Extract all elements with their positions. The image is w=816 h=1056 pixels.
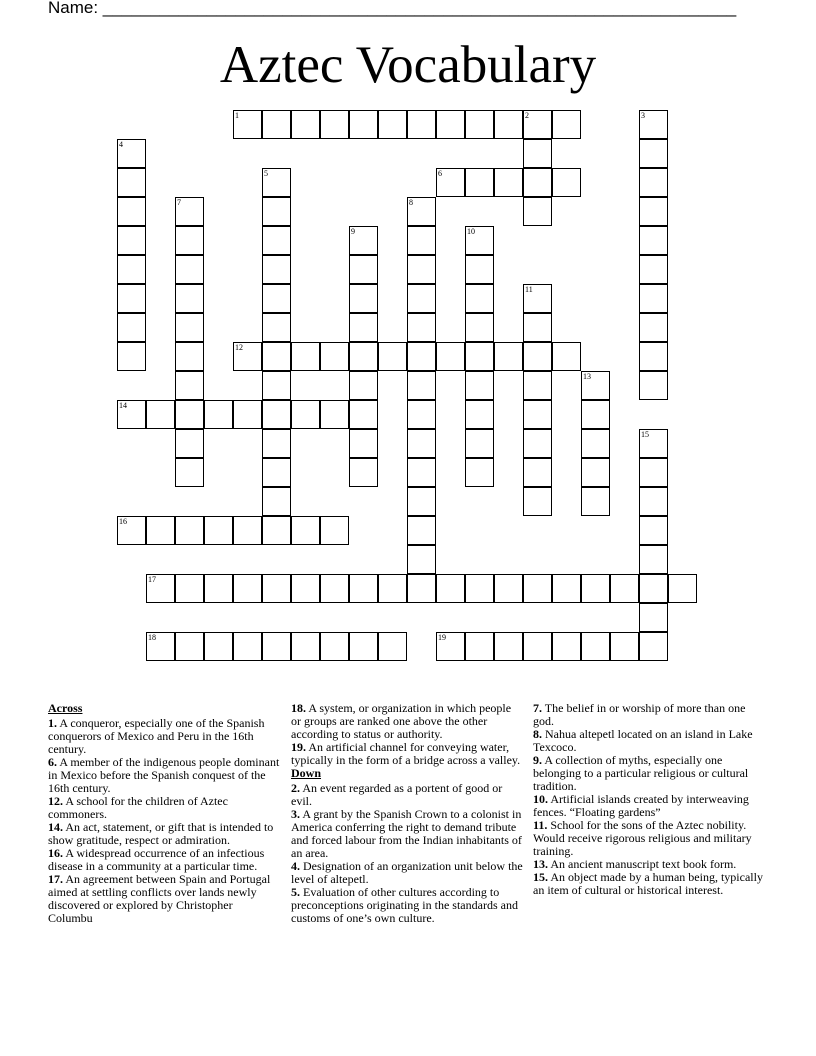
grid-cell[interactable] [233, 400, 262, 429]
grid-cell[interactable] [204, 516, 233, 545]
grid-cell[interactable] [320, 632, 349, 661]
grid-cell[interactable] [146, 516, 175, 545]
grid-cell[interactable] [262, 342, 291, 371]
grid-cell[interactable] [175, 255, 204, 284]
grid-cell[interactable] [494, 342, 523, 371]
clue-down-7: 7. The belief in or worship of more than one god. [533, 701, 746, 728]
grid-cell[interactable] [291, 632, 320, 661]
grid-cell[interactable] [233, 632, 262, 661]
grid-cell[interactable] [639, 255, 668, 284]
grid-cell[interactable] [407, 516, 436, 545]
grid-cell[interactable] [262, 574, 291, 603]
clue-number: 17 [148, 575, 156, 584]
grid-cell[interactable] [175, 458, 204, 487]
grid-cell[interactable] [639, 313, 668, 342]
grid-cell[interactable] [349, 429, 378, 458]
page-title: Aztec Vocabulary [219, 36, 597, 94]
clue-across-6: 6. A member of the indigenous people dominant in Mexico before the Spanish conquest of the 16th century. [48, 755, 280, 795]
grid-cell[interactable] [465, 371, 494, 400]
grid-cell[interactable] [407, 545, 436, 574]
grid-cell[interactable] [552, 574, 581, 603]
grid-cell[interactable] [523, 342, 552, 371]
grid-cell[interactable] [320, 110, 349, 139]
clue-number: 9 [351, 227, 355, 236]
grid-cell[interactable] [523, 313, 552, 342]
grid-cell[interactable] [581, 574, 610, 603]
grid-cell[interactable] [639, 516, 668, 545]
grid-cell[interactable] [523, 487, 552, 516]
grid-cell[interactable] [378, 342, 407, 371]
grid-cell[interactable] [639, 342, 668, 371]
grid-cell[interactable] [378, 632, 407, 661]
clue-column-2 [291, 702, 523, 925]
grid-cell[interactable] [378, 110, 407, 139]
grid-cell[interactable] [349, 284, 378, 313]
grid-cell[interactable] [523, 400, 552, 429]
grid-cell[interactable] [436, 574, 465, 603]
grid-cell[interactable] [523, 139, 552, 168]
clue-number: 8 [409, 198, 413, 207]
grid-cell[interactable] [175, 371, 204, 400]
grid-cell[interactable] [262, 197, 291, 226]
down-heading: Down [291, 766, 322, 780]
grid-cell[interactable] [523, 197, 552, 226]
clue-down-4: 4. Designation of an organization unit below the level of altepetl. [291, 859, 523, 886]
grid-cell[interactable] [581, 458, 610, 487]
clue-number: 13 [583, 372, 591, 381]
grid-cell[interactable] [465, 284, 494, 313]
grid-cell[interactable] [349, 313, 378, 342]
clue-column-3 [533, 702, 765, 897]
grid-cell[interactable] [407, 313, 436, 342]
clue-number: 3 [641, 111, 645, 120]
grid-cell[interactable] [175, 429, 204, 458]
grid-cell[interactable] [204, 574, 233, 603]
grid-cell[interactable] [523, 371, 552, 400]
grid-cell[interactable] [465, 574, 494, 603]
grid-cell[interactable] [262, 400, 291, 429]
clue-number: 18 [148, 633, 156, 642]
grid-cell[interactable] [494, 574, 523, 603]
grid-cell[interactable] [291, 110, 320, 139]
clue-number: 5 [264, 169, 268, 178]
grid-cell[interactable] [117, 255, 146, 284]
grid-cell[interactable] [291, 342, 320, 371]
grid-cell[interactable] [175, 313, 204, 342]
grid-cell[interactable] [320, 400, 349, 429]
grid-cell[interactable] [552, 168, 581, 197]
grid-cell[interactable] [117, 226, 146, 255]
grid-cell[interactable] [407, 255, 436, 284]
grid-cell[interactable] [639, 545, 668, 574]
grid-cell[interactable] [581, 487, 610, 516]
grid-cell[interactable] [117, 313, 146, 342]
grid-cell[interactable] [639, 371, 668, 400]
grid-cell[interactable] [117, 197, 146, 226]
grid-cell[interactable] [407, 342, 436, 371]
grid-cell[interactable] [175, 342, 204, 371]
grid-cell[interactable] [262, 371, 291, 400]
grid-cell[interactable] [349, 400, 378, 429]
grid-cell[interactable] [349, 574, 378, 603]
grid-cell[interactable] [465, 168, 494, 197]
grid-cell[interactable] [639, 458, 668, 487]
grid-cell[interactable] [262, 429, 291, 458]
grid-cell[interactable] [465, 255, 494, 284]
grid-cell[interactable] [523, 632, 552, 661]
grid-cell[interactable] [407, 284, 436, 313]
clue-across-17: 17. An agreement between Spain and Portugal aimed at settling conflicts over lands newly discovered or explored by Christopher Columbu [48, 872, 271, 925]
grid-cell[interactable] [262, 284, 291, 313]
name-field[interactable]: Name: ___________________________________________________________________ [48, 0, 737, 17]
clue-across-12: 12. A school for the children of Aztec commoners. [48, 794, 228, 821]
grid-cell[interactable] [610, 632, 639, 661]
grid-cell[interactable] [581, 400, 610, 429]
clue-number: 10 [467, 227, 475, 236]
clue-down-2: 2. An event regarded as a portent of good or evil. [291, 781, 503, 808]
grid-cell[interactable] [175, 226, 204, 255]
grid-cell[interactable] [407, 458, 436, 487]
grid-cell[interactable] [465, 342, 494, 371]
grid-cell[interactable] [146, 400, 175, 429]
clue-number: 16 [119, 517, 127, 526]
grid-cell[interactable] [465, 400, 494, 429]
grid-cell[interactable] [349, 632, 378, 661]
clue-column-1 [48, 702, 280, 925]
grid-cell[interactable] [175, 632, 204, 661]
grid-cell[interactable] [639, 603, 668, 632]
clue-down-5: 5. Evaluation of other cultures according to preconceptions originating in the standards and customs of one’s own culture. [291, 885, 518, 925]
clue-number: 7 [177, 198, 181, 207]
grid-cell[interactable] [465, 458, 494, 487]
grid-cell[interactable] [117, 168, 146, 197]
grid-cell[interactable] [262, 313, 291, 342]
clue-down-3: 3. A grant by the Spanish Crown to a colonist in America conferring the right to demand tribute and forced labour from the Indian inhabitants of an area. [291, 807, 522, 860]
clue-number: 4 [119, 140, 123, 149]
grid-cell[interactable] [639, 574, 668, 603]
clue-number: 15 [641, 430, 649, 439]
grid-cell[interactable] [407, 371, 436, 400]
grid-cell[interactable] [494, 168, 523, 197]
grid-cell[interactable] [407, 487, 436, 516]
grid-cell[interactable] [262, 226, 291, 255]
grid-cell[interactable] [639, 168, 668, 197]
grid-cell[interactable] [436, 342, 465, 371]
grid-cell[interactable] [639, 197, 668, 226]
clue-across-18: 18. A system, or organization in which people or groups are ranked one above the other according to status or authority. [291, 701, 512, 741]
grid-cell[interactable] [639, 284, 668, 313]
grid-cell[interactable] [175, 400, 204, 429]
clue-across-14: 14. An act, statement, or gift that is intended to show gratitude, respect or admiration. [48, 820, 274, 847]
grid-cell[interactable] [407, 226, 436, 255]
clue-number: 14 [119, 401, 127, 410]
clue-down-9: 9. A collection of myths, especially one belonging to a particular religious or cultural tradition. [533, 753, 749, 793]
grid-cell[interactable] [465, 313, 494, 342]
grid-cell[interactable] [175, 574, 204, 603]
grid-cell[interactable] [465, 632, 494, 661]
grid-cell[interactable] [639, 139, 668, 168]
grid-cell[interactable] [407, 400, 436, 429]
clue-across-19: 19. An artificial channel for conveying water, typically in the form of a bridge across a valley. [291, 740, 521, 767]
clue-down-13: 13. An ancient manuscript text book form. [533, 857, 737, 871]
grid-cell[interactable] [262, 516, 291, 545]
grid-cell[interactable] [581, 429, 610, 458]
grid-cell[interactable] [349, 458, 378, 487]
grid-cell[interactable] [320, 516, 349, 545]
grid-cell[interactable] [320, 342, 349, 371]
grid-cell[interactable] [639, 487, 668, 516]
clue-number: 12 [235, 343, 243, 352]
grid-cell[interactable] [204, 632, 233, 661]
grid-cell[interactable] [233, 574, 262, 603]
across-heading: Across [48, 701, 83, 715]
grid-cell[interactable] [494, 632, 523, 661]
clue-down-8: 8. Nahua altepetl located on an island in Lake Texcoco. [533, 727, 753, 754]
clue-number: 11 [525, 285, 533, 294]
grid-cell[interactable] [407, 429, 436, 458]
clue-down-15: 15. An object made by a human being, typically an item of cultural or historical interest. [533, 870, 763, 897]
grid-cell[interactable] [552, 110, 581, 139]
grid-cell[interactable] [349, 110, 378, 139]
grid-cell[interactable] [175, 284, 204, 313]
grid-cell[interactable] [291, 574, 320, 603]
grid-cell[interactable] [117, 342, 146, 371]
grid-cell[interactable] [349, 255, 378, 284]
grid-cell[interactable] [117, 284, 146, 313]
clue-across-16: 16. A widespread occurrence of an infectious disease in a community at a particular time. [48, 846, 265, 873]
clue-down-11: 11. School for the sons of the Aztec nobility. Would receive rigorous religious and military training. [533, 818, 752, 858]
clue-number: 6 [438, 169, 442, 178]
grid-cell[interactable] [610, 574, 639, 603]
grid-cell[interactable] [262, 458, 291, 487]
grid-cell[interactable] [262, 255, 291, 284]
clue-number: 19 [438, 633, 446, 642]
grid-cell[interactable] [523, 458, 552, 487]
grid-cell[interactable] [552, 342, 581, 371]
grid-cell[interactable] [291, 400, 320, 429]
grid-cell[interactable] [639, 632, 668, 661]
grid-cell[interactable] [204, 400, 233, 429]
grid-cell[interactable] [465, 429, 494, 458]
grid-cell[interactable] [523, 429, 552, 458]
grid-cell[interactable] [639, 226, 668, 255]
grid-cell[interactable] [349, 371, 378, 400]
grid-cell[interactable] [233, 516, 262, 545]
grid-cell[interactable] [349, 342, 378, 371]
grid-cell[interactable] [436, 110, 465, 139]
grid-cell[interactable] [523, 168, 552, 197]
grid-cell[interactable] [668, 574, 697, 603]
grid-cell[interactable] [320, 574, 349, 603]
clue-across-1: 1. A conqueror, especially one of the Spanish conquerors of Mexico and Peru in the 16th century. [48, 716, 265, 756]
grid-cell[interactable] [552, 632, 581, 661]
grid-cell[interactable] [291, 516, 320, 545]
grid-cell[interactable] [581, 632, 610, 661]
grid-cell[interactable] [523, 574, 552, 603]
grid-cell[interactable] [175, 516, 204, 545]
grid-cell[interactable] [262, 632, 291, 661]
clue-down-10: 10. Artificial islands created by interweaving fences. “Floating gardens” [533, 792, 749, 819]
grid-cell[interactable] [465, 110, 494, 139]
grid-cell[interactable] [262, 487, 291, 516]
grid-cell[interactable] [494, 110, 523, 139]
clue-number: 2 [525, 111, 529, 120]
clue-number: 1 [235, 111, 239, 120]
grid-cell[interactable] [407, 574, 436, 603]
grid-cell[interactable] [407, 110, 436, 139]
grid-cell[interactable] [378, 574, 407, 603]
grid-cell[interactable] [262, 110, 291, 139]
